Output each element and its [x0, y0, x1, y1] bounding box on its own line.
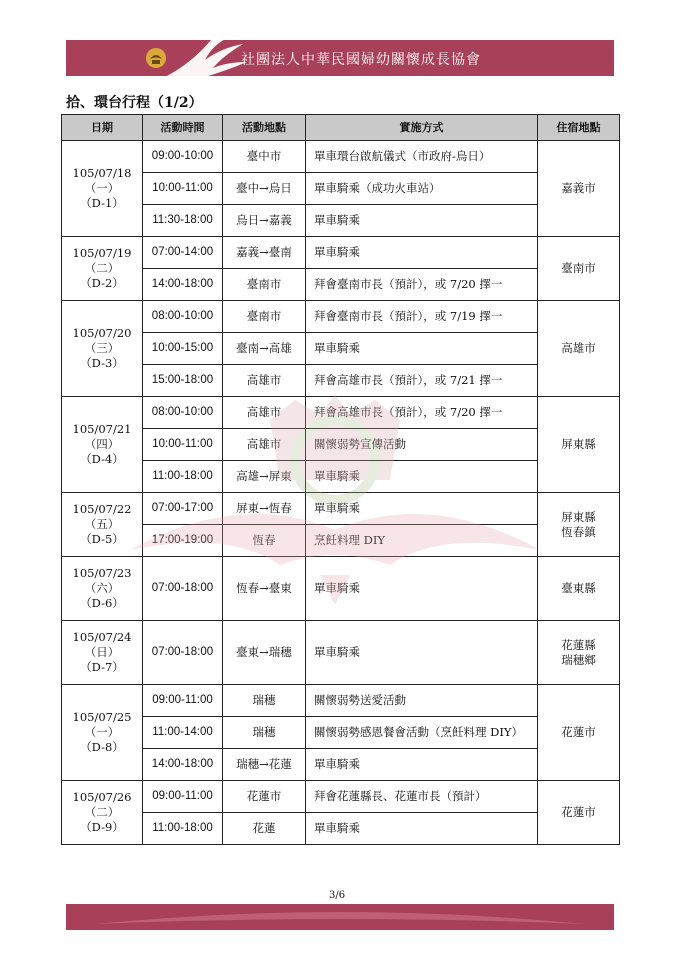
- date-weekday: （二）: [84, 261, 120, 275]
- method-cell: 單車環台啟航儀式（市政府-烏日）: [306, 141, 538, 173]
- method-cell: 拜會高雄市長（預計），或 7/21 擇一: [306, 365, 538, 397]
- date-day: （D-8）: [80, 740, 124, 754]
- date-weekday: （三）: [84, 341, 120, 355]
- date-cell: [62, 237, 143, 301]
- method-cell: 單車騎乘: [306, 557, 538, 621]
- date-date: 105/07/18: [72, 166, 132, 180]
- time-cell: 10:00-11:00: [143, 429, 223, 461]
- date-cell: [62, 141, 143, 237]
- place-cell: 瑞穗: [223, 717, 306, 749]
- method-cell: 關懷弱勢送愛活動: [306, 685, 538, 717]
- table-row: [62, 429, 620, 461]
- place-cell: 臺東→瑞穗: [223, 621, 306, 685]
- date-cell: [62, 301, 143, 397]
- table-row: [62, 397, 620, 429]
- footer-feather-icon: [66, 904, 614, 930]
- method-cell: 單車騎乘: [306, 749, 538, 781]
- method-cell: 單車騎乘: [306, 237, 538, 269]
- place-cell: 高雄市: [223, 397, 306, 429]
- date-day: （D-4）: [80, 452, 124, 466]
- place-cell: 臺中市: [223, 141, 306, 173]
- page-number: 3/6: [329, 890, 346, 901]
- time-cell: 09:00-11:00: [143, 685, 223, 717]
- table-row: [62, 461, 620, 493]
- method-cell: 關懷弱勢宣傳活動: [306, 429, 538, 461]
- place-cell: 臺南市: [223, 269, 306, 301]
- date-weekday: （二）: [84, 805, 120, 819]
- place-cell: 屏東→恆春: [223, 493, 306, 525]
- column-header-time: 活動時間: [143, 115, 223, 141]
- time-cell: 09:00-10:00: [143, 141, 223, 173]
- lodging-name: 瑞穗鄉: [561, 652, 596, 667]
- date-weekday: （一）: [84, 725, 120, 739]
- date-date: 105/07/26: [72, 790, 132, 804]
- date-cell: [62, 557, 143, 621]
- lodging-name: 屏東縣: [561, 509, 596, 524]
- place-cell: 高雄→屏東: [223, 461, 306, 493]
- table-header-row: [62, 115, 620, 141]
- lodging-name: 花蓮市: [561, 805, 596, 819]
- date-cell: [62, 397, 143, 493]
- lodging-cell: [538, 621, 620, 685]
- method-cell: 單車騎乘（成功火車站）: [306, 173, 538, 205]
- column-header-method: 實施方式: [306, 115, 538, 141]
- date-day: （D-3）: [80, 356, 124, 370]
- date-day: （D-9）: [80, 820, 124, 834]
- place-cell: 恆春→臺東: [223, 557, 306, 621]
- time-cell: 11:00-18:00: [143, 461, 223, 493]
- method-cell: 烹飪料理 DIY: [306, 525, 538, 557]
- time-cell: 10:00-11:00: [143, 173, 223, 205]
- date-date: 105/07/21: [72, 422, 132, 436]
- lodging-name: 嘉義市: [561, 181, 596, 195]
- method-cell: 單車騎乘: [306, 813, 538, 845]
- date-weekday: （四）: [84, 437, 120, 451]
- table-row: [62, 813, 620, 845]
- time-cell: 17:00-19:00: [143, 525, 223, 557]
- lodging-name: 屏東縣: [561, 437, 596, 451]
- section-title: 拾、環台行程（1/2）: [66, 95, 203, 111]
- time-cell: 10:00-15:00: [143, 333, 223, 365]
- table-row: [62, 493, 620, 525]
- place-cell: 花蓮市: [223, 781, 306, 813]
- association-name: 社團法人中華民國婦幼關懷成長協會: [241, 52, 481, 68]
- table-row: [62, 205, 620, 237]
- method-cell: 拜會高雄市長（預計），或 7/20 擇一: [306, 397, 538, 429]
- place-cell: 臺南市: [223, 301, 306, 333]
- table-row: [62, 717, 620, 749]
- date-weekday: （五）: [84, 517, 120, 531]
- date-cell: [62, 493, 143, 557]
- time-cell: 07:00-18:00: [143, 557, 223, 621]
- place-cell: 臺南→高雄: [223, 333, 306, 365]
- place-cell: 烏日→嘉義: [223, 205, 306, 237]
- date-cell: [62, 685, 143, 781]
- date-weekday: （一）: [84, 181, 120, 195]
- method-cell: 拜會臺南市長（預計），或 7/19 擇一: [306, 301, 538, 333]
- time-cell: 11:00-18:00: [143, 813, 223, 845]
- date-day: （D-7）: [80, 660, 124, 674]
- date-cell: [62, 781, 143, 845]
- date-date: 105/07/22: [72, 502, 132, 516]
- lodging-cell: [538, 141, 620, 237]
- place-cell: 嘉義→臺南: [223, 237, 306, 269]
- lodging-name: 高雄市: [561, 341, 596, 355]
- table-row: [62, 333, 620, 365]
- time-cell: 07:00-17:00: [143, 493, 223, 525]
- time-cell: 09:00-11:00: [143, 781, 223, 813]
- footer-banner: [66, 904, 614, 930]
- method-cell: 拜會花蓮縣長、花蓮市長（預計）: [306, 781, 538, 813]
- table-row: [62, 365, 620, 397]
- lodging-cell: [538, 301, 620, 397]
- lodging-name: 花蓮市: [561, 725, 596, 739]
- lodging-cell: [538, 397, 620, 493]
- date-date: 105/07/25: [72, 710, 132, 724]
- column-header-lodging: 住宿地點: [538, 115, 620, 141]
- date-day: （D-6）: [80, 596, 124, 610]
- time-cell: 08:00-10:00: [143, 397, 223, 429]
- lodging-cell: [538, 493, 620, 557]
- table-row: [62, 781, 620, 813]
- date-date: 105/07/24: [72, 630, 132, 644]
- header-banner: [66, 40, 614, 76]
- lodging-name: 臺東縣: [561, 581, 596, 595]
- place-cell: 瑞穗→花蓮: [223, 749, 306, 781]
- lodging-cell: [538, 781, 620, 845]
- table-row: [62, 301, 620, 333]
- method-cell: 拜會臺南市長（預計），或 7/20 擇一: [306, 269, 538, 301]
- itinerary-body: [62, 141, 620, 845]
- lodging-cell: [538, 685, 620, 781]
- lodging-cell: [538, 557, 620, 621]
- date-day: （D-5）: [80, 532, 124, 546]
- date-weekday: （六）: [84, 581, 120, 595]
- date-cell: [62, 621, 143, 685]
- table-row: [62, 237, 620, 269]
- table-row: [62, 685, 620, 717]
- time-cell: 11:00-14:00: [143, 717, 223, 749]
- table-row: [62, 525, 620, 557]
- time-cell: 15:00-18:00: [143, 365, 223, 397]
- place-cell: 高雄市: [223, 429, 306, 461]
- time-cell: 07:00-18:00: [143, 621, 223, 685]
- method-cell: 單車騎乘: [306, 461, 538, 493]
- lodging-cell: [538, 237, 620, 301]
- table-row: [62, 173, 620, 205]
- time-cell: 08:00-10:00: [143, 301, 223, 333]
- place-cell: 瑞穗: [223, 685, 306, 717]
- date-day: （D-2）: [80, 276, 124, 290]
- column-header-date: 日期: [62, 115, 143, 141]
- method-cell: 單車騎乘: [306, 205, 538, 237]
- time-cell: 14:00-18:00: [143, 269, 223, 301]
- place-cell: 恆春: [223, 525, 306, 557]
- method-cell: 單車騎乘: [306, 333, 538, 365]
- lodging-name: 臺南市: [561, 261, 596, 275]
- itinerary-table: [61, 114, 620, 845]
- time-cell: 14:00-18:00: [143, 749, 223, 781]
- table-row: [62, 749, 620, 781]
- lodging-name: 恆春鎮: [561, 524, 596, 539]
- method-cell: 關懷弱勢感恩餐會活動（烹飪料理 DIY）: [306, 717, 538, 749]
- place-cell: 高雄市: [223, 365, 306, 397]
- time-cell: 11:30-18:00: [143, 205, 223, 237]
- method-cell: 單車騎乘: [306, 621, 538, 685]
- method-cell: 單車騎乘: [306, 493, 538, 525]
- date-weekday: （日）: [84, 645, 120, 659]
- column-header-place: 活動地點: [223, 115, 306, 141]
- date-date: 105/07/20: [72, 326, 132, 340]
- lodging-name: 花蓮縣: [561, 637, 596, 652]
- table-row: [62, 557, 620, 621]
- time-cell: 07:00-14:00: [143, 237, 223, 269]
- table-row: [62, 141, 620, 173]
- table-row: [62, 269, 620, 301]
- date-date: 105/07/23: [72, 566, 132, 580]
- date-day: （D-1）: [80, 196, 124, 210]
- date-date: 105/07/19: [72, 246, 132, 260]
- wing-logo-icon: [161, 34, 251, 84]
- table-row: [62, 621, 620, 685]
- place-cell: 臺中→烏日: [223, 173, 306, 205]
- place-cell: 花蓮: [223, 813, 306, 845]
